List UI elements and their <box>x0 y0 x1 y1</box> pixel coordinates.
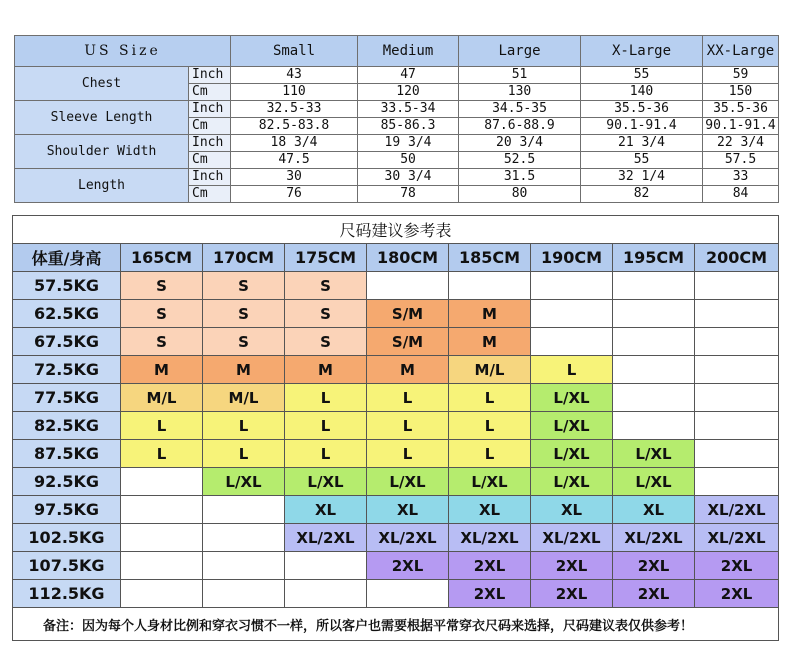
weight-label: 67.5KG <box>13 328 121 356</box>
weight-row <box>13 272 779 300</box>
height-header: 200CM <box>695 244 779 272</box>
size-recommendation-cell: S <box>121 328 203 356</box>
size-recommendation-cell: S <box>285 300 367 328</box>
size-recommendation-cell: S <box>285 272 367 300</box>
measurement-value: 120 <box>358 84 459 101</box>
us-size-title: US Size <box>15 36 231 67</box>
size-recommendation-cell <box>203 580 285 608</box>
size-recommendation-cell: S <box>121 272 203 300</box>
size-recommendation-cell <box>285 552 367 580</box>
size-recommendation-cell: L/XL <box>531 440 613 468</box>
size-recommendation-cell: L/XL <box>613 468 695 496</box>
size-recommendation-cell: XL/2XL <box>531 524 613 552</box>
measurement-value: 82.5-83.8 <box>231 118 358 135</box>
size-recommendation-cell: S <box>121 300 203 328</box>
cn-header-row <box>13 244 779 272</box>
cn-table-title: 尺码建议参考表 <box>13 216 779 244</box>
size-header: Small <box>231 36 358 67</box>
measurement-value: 150 <box>703 84 779 101</box>
size-recommendation-cell <box>531 272 613 300</box>
size-recommendation-cell: L <box>121 412 203 440</box>
measurement-value: 43 <box>231 67 358 84</box>
size-recommendation-cell: M/L <box>203 384 285 412</box>
size-recommendation-cell: L/XL <box>531 468 613 496</box>
measurement-value: 50 <box>358 152 459 169</box>
size-recommendation-cell <box>203 496 285 524</box>
size-recommendation-cell <box>121 468 203 496</box>
measurement-value: 130 <box>459 84 581 101</box>
size-recommendation-cell: L/XL <box>449 468 531 496</box>
measurement-value: 33.5-34 <box>358 101 459 118</box>
size-recommendation-cell: 2XL <box>613 552 695 580</box>
size-recommendation-cell: 2XL <box>449 580 531 608</box>
size-recommendation-cell <box>695 412 779 440</box>
us-measurement-row <box>15 101 779 118</box>
size-recommendation-cell: L/XL <box>531 384 613 412</box>
note-row <box>13 608 779 641</box>
size-recommendation-cell <box>695 328 779 356</box>
size-recommendation-cell: L/XL <box>285 468 367 496</box>
size-recommendation-cell <box>367 580 449 608</box>
size-recommendation-cell: M <box>449 300 531 328</box>
size-recommendation-cell: XL/2XL <box>285 524 367 552</box>
size-recommendation-cell: M/L <box>449 356 531 384</box>
measurement-value: 19 3/4 <box>358 135 459 152</box>
weight-label: 72.5KG <box>13 356 121 384</box>
measurement-value: 18 3/4 <box>231 135 358 152</box>
size-recommendation-cell: L/XL <box>531 412 613 440</box>
measurement-value: 87.6-88.9 <box>459 118 581 135</box>
size-recommendation-cell <box>531 300 613 328</box>
size-recommendation-cell: XL/2XL <box>449 524 531 552</box>
weight-row <box>13 524 779 552</box>
weight-row <box>13 356 779 384</box>
measurement-value: 55 <box>581 152 703 169</box>
size-recommendation-cell: 2XL <box>695 580 779 608</box>
weight-row <box>13 496 779 524</box>
unit-label: Cm <box>189 152 231 169</box>
size-recommendation-cell <box>613 384 695 412</box>
measurement-value: 140 <box>581 84 703 101</box>
measurement-value: 90.1-91.4 <box>703 118 779 135</box>
measurement-label: Shoulder Width <box>15 135 189 169</box>
us-measurement-row <box>15 135 779 152</box>
measurement-value: 34.5-35 <box>459 101 581 118</box>
size-recommendation-cell: L/XL <box>367 468 449 496</box>
size-recommendation-cell: XL <box>449 496 531 524</box>
us-size-table <box>14 35 779 203</box>
weight-height-corner: 体重/身高 <box>13 244 121 272</box>
size-recommendation-cell <box>121 496 203 524</box>
size-recommendation-cell: L <box>367 384 449 412</box>
measurement-value: 47.5 <box>231 152 358 169</box>
weight-label: 107.5KG <box>13 552 121 580</box>
size-recommendation-cell: L/XL <box>203 468 285 496</box>
size-recommendation-cell: M/L <box>121 384 203 412</box>
measurement-value: 55 <box>581 67 703 84</box>
size-recommendation-cell: L <box>285 440 367 468</box>
size-recommendation-cell <box>613 356 695 384</box>
unit-label: Cm <box>189 118 231 135</box>
unit-label: Inch <box>189 101 231 118</box>
weight-row <box>13 580 779 608</box>
size-recommendation-cell <box>367 272 449 300</box>
size-recommendation-cell <box>613 328 695 356</box>
weight-label: 77.5KG <box>13 384 121 412</box>
measurement-value: 80 <box>459 186 581 203</box>
size-recommendation-cell: L <box>285 412 367 440</box>
weight-label: 92.5KG <box>13 468 121 496</box>
size-recommendation-cell: XL <box>531 496 613 524</box>
size-recommendation-cell <box>121 580 203 608</box>
measurement-value: 52.5 <box>459 152 581 169</box>
size-recommendation-cell: 2XL <box>531 552 613 580</box>
weight-label: 82.5KG <box>13 412 121 440</box>
cn-title-row <box>13 216 779 244</box>
size-recommendation-cell: S <box>203 328 285 356</box>
unit-label: Cm <box>189 186 231 203</box>
weight-row <box>13 552 779 580</box>
size-recommendation-cell: L <box>121 440 203 468</box>
measurement-value: 84 <box>703 186 779 203</box>
weight-row <box>13 384 779 412</box>
size-recommendation-cell: XL/2XL <box>367 524 449 552</box>
us-header-row <box>15 36 779 67</box>
measurement-value: 30 3/4 <box>358 169 459 186</box>
size-recommendation-cell <box>121 524 203 552</box>
size-recommendation-cell <box>613 300 695 328</box>
size-recommendation-cell: 2XL <box>613 580 695 608</box>
size-recommendation-cell <box>531 328 613 356</box>
size-recommendation-cell <box>285 580 367 608</box>
size-recommendation-cell: S/M <box>367 328 449 356</box>
size-recommendation-cell: XL <box>613 496 695 524</box>
size-recommendation-cell: 2XL <box>531 580 613 608</box>
size-recommendation-cell <box>695 272 779 300</box>
height-header: 165CM <box>121 244 203 272</box>
size-recommendation-cell <box>695 440 779 468</box>
size-recommendation-cell: L <box>285 384 367 412</box>
size-recommendation-cell: 2XL <box>367 552 449 580</box>
size-recommendation-cell: 2XL <box>695 552 779 580</box>
measurement-value: 59 <box>703 67 779 84</box>
height-header: 185CM <box>449 244 531 272</box>
size-header: X-Large <box>581 36 703 67</box>
size-recommendation-cell <box>695 468 779 496</box>
us-measurement-row <box>15 169 779 186</box>
size-recommendation-cell: L <box>449 384 531 412</box>
size-recommendation-cell: L <box>203 440 285 468</box>
measurement-label: Sleeve Length <box>15 101 189 135</box>
size-recommendation-cell: L <box>449 440 531 468</box>
unit-label: Inch <box>189 67 231 84</box>
size-recommendation-cell: XL <box>285 496 367 524</box>
measurement-label: Length <box>15 169 189 203</box>
weight-row <box>13 440 779 468</box>
size-recommendation-cell <box>449 272 531 300</box>
weight-row <box>13 328 779 356</box>
measurement-value: 33 <box>703 169 779 186</box>
size-recommendation-cell: S/M <box>367 300 449 328</box>
size-recommendation-cell: L <box>203 412 285 440</box>
unit-label: Cm <box>189 84 231 101</box>
height-header: 170CM <box>203 244 285 272</box>
size-recommendation-cell: M <box>449 328 531 356</box>
weight-label: 112.5KG <box>13 580 121 608</box>
size-recommendation-cell: M <box>121 356 203 384</box>
size-recommendation-cell: S <box>203 272 285 300</box>
measurement-value: 30 <box>231 169 358 186</box>
size-recommendation-cell: XL/2XL <box>613 524 695 552</box>
unit-label: Inch <box>189 169 231 186</box>
size-recommendation-cell: XL/2XL <box>695 496 779 524</box>
size-recommendation-cell: L <box>367 440 449 468</box>
measurement-value: 110 <box>231 84 358 101</box>
measurement-value: 51 <box>459 67 581 84</box>
size-recommendation-cell: 2XL <box>449 552 531 580</box>
size-header: Medium <box>358 36 459 67</box>
size-recommendation-cell: M <box>285 356 367 384</box>
measurement-value: 35.5-36 <box>581 101 703 118</box>
unit-label: Inch <box>189 135 231 152</box>
size-recommendation-cell: M <box>203 356 285 384</box>
size-recommendation-cell <box>203 552 285 580</box>
height-header: 190CM <box>531 244 613 272</box>
weight-label: 57.5KG <box>13 272 121 300</box>
size-header: Large <box>459 36 581 67</box>
us-measurement-row <box>15 67 779 84</box>
measurement-value: 57.5 <box>703 152 779 169</box>
height-header: 175CM <box>285 244 367 272</box>
weight-label: 102.5KG <box>13 524 121 552</box>
size-header: XX-Large <box>703 36 779 67</box>
measurement-label: Chest <box>15 67 189 101</box>
measurement-value: 20 3/4 <box>459 135 581 152</box>
weight-label: 87.5KG <box>13 440 121 468</box>
measurement-value: 82 <box>581 186 703 203</box>
measurement-value: 22 3/4 <box>703 135 779 152</box>
measurement-value: 32 1/4 <box>581 169 703 186</box>
height-header: 180CM <box>367 244 449 272</box>
measurement-value: 32.5-33 <box>231 101 358 118</box>
weight-row <box>13 468 779 496</box>
height-header: 195CM <box>613 244 695 272</box>
measurement-value: 78 <box>358 186 459 203</box>
measurement-value: 21 3/4 <box>581 135 703 152</box>
weight-row <box>13 412 779 440</box>
size-recommendation-cell <box>695 300 779 328</box>
size-recommendation-cell: L <box>531 356 613 384</box>
size-recommendation-cell <box>121 552 203 580</box>
size-recommendation-cell: L <box>449 412 531 440</box>
size-recommendation-cell <box>613 272 695 300</box>
size-recommendation-cell: XL/2XL <box>695 524 779 552</box>
size-recommendation-cell: L <box>367 412 449 440</box>
weight-row <box>13 300 779 328</box>
measurement-value: 35.5-36 <box>703 101 779 118</box>
size-recommendation-cell: M <box>367 356 449 384</box>
size-recommendation-cell: S <box>285 328 367 356</box>
size-recommendation-cell <box>695 356 779 384</box>
size-recommendation-cell <box>695 384 779 412</box>
measurement-value: 31.5 <box>459 169 581 186</box>
weight-label: 97.5KG <box>13 496 121 524</box>
weight-label: 62.5KG <box>13 300 121 328</box>
note-text: 备注：因为每个人身材比例和穿衣习惯不一样，所以客户也需要根据平常穿衣尺码来选择，尺码建议表仅供参考！ <box>13 608 779 641</box>
cn-size-recommendation-table <box>12 215 779 641</box>
measurement-value: 76 <box>231 186 358 203</box>
size-recommendation-cell <box>613 412 695 440</box>
size-recommendation-cell <box>203 524 285 552</box>
size-recommendation-cell: L/XL <box>613 440 695 468</box>
measurement-value: 90.1-91.4 <box>581 118 703 135</box>
size-recommendation-cell: XL <box>367 496 449 524</box>
size-recommendation-cell: S <box>203 300 285 328</box>
measurement-value: 47 <box>358 67 459 84</box>
measurement-value: 85-86.3 <box>358 118 459 135</box>
